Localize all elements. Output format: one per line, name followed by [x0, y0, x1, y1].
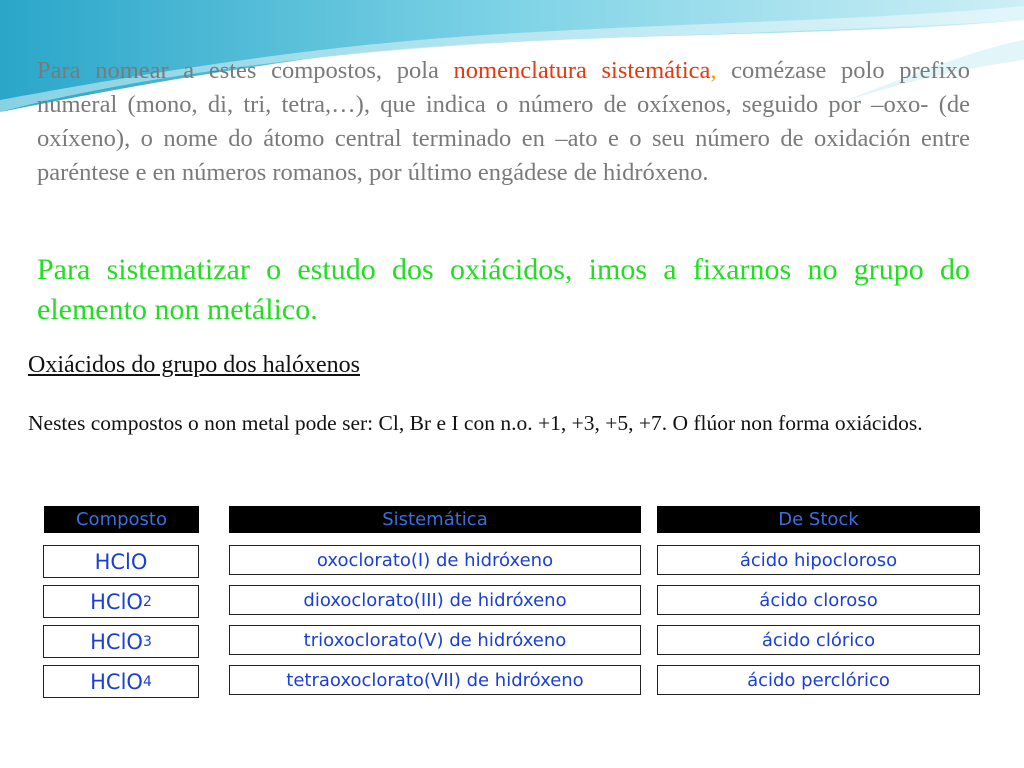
- highlight-comma: ,: [710, 57, 717, 84]
- para1-post: comézase polo prefixo numeral (mono, di, tri, tetra,…), que indica o número de oxíxenos, seguido por –oxo- (de oxíxeno), o nome do átomo central terminado en –ato e o seu número de oxidación entre paréntese e en números romanos, por último engádese de hidróxeno.: [37, 57, 970, 186]
- stock-name-cell: ácido perclórico: [657, 665, 980, 695]
- formula-text: HClO: [90, 669, 143, 694]
- systematic-name-cell: tetraoxoclorato(VII) de hidróxeno: [229, 665, 641, 695]
- systematize-paragraph: Para sistematizar o estudo dos oxiácidos, imos a fixarnos no grupo do elemento non metálico.: [37, 253, 970, 326]
- formula-cell: HClO 2: [43, 585, 199, 618]
- halogen-paragraph: Nestes compostos o non metal pode ser: Cl, Br e I con n.o. +1, +3, +5, +7. O flúor non forma oxiácidos.: [28, 411, 923, 435]
- highlight-nomenclature: nomenclatura sistemática: [453, 57, 711, 84]
- formula-cell: HClO 4: [43, 665, 199, 698]
- section-heading: Oxiácidos do grupo dos halóxenos: [28, 352, 360, 378]
- systematic-name-cell: oxoclorato(I) de hidróxeno: [229, 545, 641, 575]
- stock-name-cell: ácido hipocloroso: [657, 545, 980, 575]
- stock-name-cell: ácido clórico: [657, 625, 980, 655]
- formula-cell: HClO 3: [43, 625, 199, 658]
- header-de-stock: De Stock: [657, 506, 980, 533]
- formula-cell: [43, 545, 199, 578]
- nomenclature-paragraph: [37, 54, 970, 190]
- formula-text: HClO: [90, 629, 143, 654]
- systematic-name-cell: trioxoclorato(V) de hidróxeno: [229, 625, 641, 655]
- stock-name-cell: ácido cloroso: [657, 585, 980, 615]
- formula-text: HClO: [94, 549, 148, 574]
- header-sistematica: Sistemática: [229, 506, 641, 533]
- header-composto: Composto: [44, 506, 199, 533]
- systematic-name-cell: dioxoclorato(III) de hidróxeno: [229, 585, 641, 615]
- formula-text: HClO: [90, 589, 143, 614]
- para1-pre: Para nomear a estes compostos, pola: [37, 57, 454, 84]
